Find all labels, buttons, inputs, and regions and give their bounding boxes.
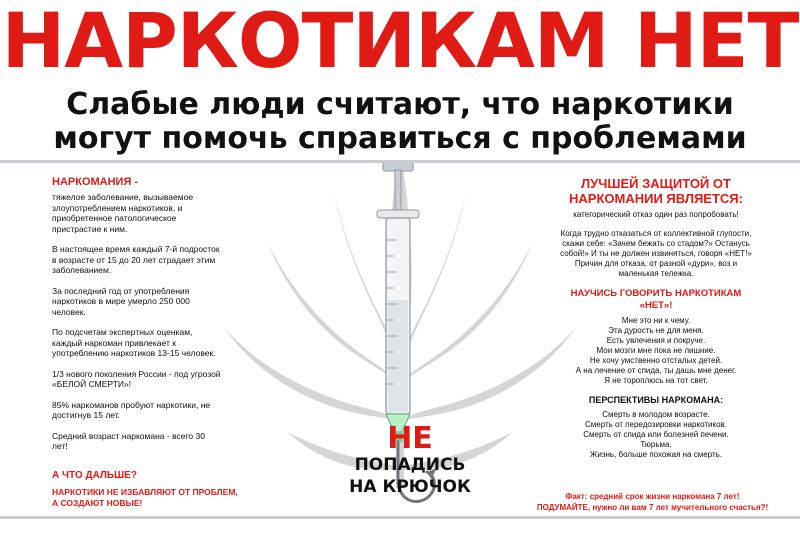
page-title: НАРКОТИКАМ НЕТ (1, 0, 799, 85)
right-section-1-line-4: Мои мозги мне пока не лишние. (596, 346, 716, 355)
left-paragraph-3: За последний год от употребления наркотиков в мире умерло 250 000 человек. (52, 285, 190, 317)
right-section-1-line-6: А на лечение от спида, ты дашь мне денег. (575, 366, 737, 375)
right-section-2-line-5: Жизнь, больше похожая на смерть. (589, 450, 723, 459)
slogan-line-1: НЕ (387, 421, 433, 456)
left-footer-answer: НАРКОТИКИ НЕ ИЗБАВЛЯЮТ ОТ ПРОБЛЕМ, А СОЗДАЮТ НОВЫЕ! (52, 487, 238, 508)
slogan-line-2: ПОПАДИСЬ (354, 455, 466, 475)
left-footer-question: А ЧТО ДАЛЬШЕ? (52, 470, 137, 481)
right-section-2-title: ПЕРСПЕКТИВЫ НАРКОМАНА: (588, 395, 724, 405)
slogan-block (330, 421, 490, 498)
left-heading: НАРКОМАНИЯ - (52, 176, 139, 188)
right-section-1-line-2: Эта дурость не для меня. (608, 326, 704, 335)
subtitle-line-2: могут помочь справиться с проблемами (53, 121, 747, 156)
right-section-2-line-1: Смерть в молодом возрасте. (602, 410, 710, 419)
right-column (556, 176, 756, 469)
left-paragraph-4: По подсчетам экспертных оценкам, каждый наркоман привлекает к употреблению наркотиков 13-15 человек. (52, 327, 216, 358)
right-footer-fact: Факт: средний срок жизни наркомана 7 лет! (565, 492, 740, 501)
subtitle-line-1: Слабые люди считают, что наркотики (66, 87, 734, 122)
right-section-1-line-1: Мне это ни к чему. (621, 316, 691, 325)
divider-top (0, 160, 800, 163)
left-paragraph-2: В настоящее время каждый 7-й подросток в возрасте от 15 до 20 лет страдает этим заболеванием. (52, 244, 220, 275)
right-heading-note: категорический отказ один раз попробовать! (573, 210, 739, 219)
right-section-2-line-4: Тюрьма. (640, 440, 672, 449)
right-section-2-line-2: Смерть от передозировки наркотиков. (584, 420, 728, 429)
slogan-line-3: НА КРЮЧОК (349, 477, 471, 497)
right-intro: Когда трудно отказаться от коллективной глупости, скажи себе: «Зачем бежать со стадом?» Останусь собой!» И ты не должен извиняться, говоря «НЕТ!» Причин для отказа, от разной «дури», воз и маленькая тележка. (560, 229, 752, 278)
divider-bottom (0, 516, 800, 519)
page-subtitle (0, 88, 800, 156)
left-paragraph-5: 1/3 нового поколения России - под угрозой «БЕЛОЙ СМЕРТИ»! (52, 368, 221, 389)
right-footer (520, 492, 785, 513)
left-paragraph-7: Средний возраст наркомана - всего 30 лет! (52, 430, 205, 451)
left-footer (52, 470, 242, 508)
left-paragraph-1: тяжелое заболевание, вызываемое злоупотреблением наркотиков, и приобретенное патологическое пристрастие к ним. (52, 192, 194, 234)
right-section-1-line-7: Я не тороплюсь на тот свет. (604, 376, 708, 385)
right-heading: ЛУЧШЕЙ ЗАЩИТОЙ ОТ НАРКОМАНИИ ЯВЛЯЕТСЯ: (569, 176, 743, 206)
right-section-1-line-3: Есть увлечения и покруче. (606, 336, 706, 345)
left-paragraph-6: 85% наркоманов пробуют наркотики, не достигнув 15 лет. (52, 399, 211, 420)
right-section-2-line-3: Смерть от спида или болезней печени. (583, 430, 729, 439)
left-column (52, 176, 222, 462)
right-section-1-title: НАУЧИСЬ ГОВОРИТЬ НАРКОТИКАМ «НЕТ»! (570, 288, 742, 311)
right-section-1-line-5: Не хочу умственно отсталых детей. (589, 356, 723, 365)
right-footer-call: ПОДУМАЙТЕ, нужно ли вам 7 лет мучительного счастья?! (536, 502, 769, 512)
